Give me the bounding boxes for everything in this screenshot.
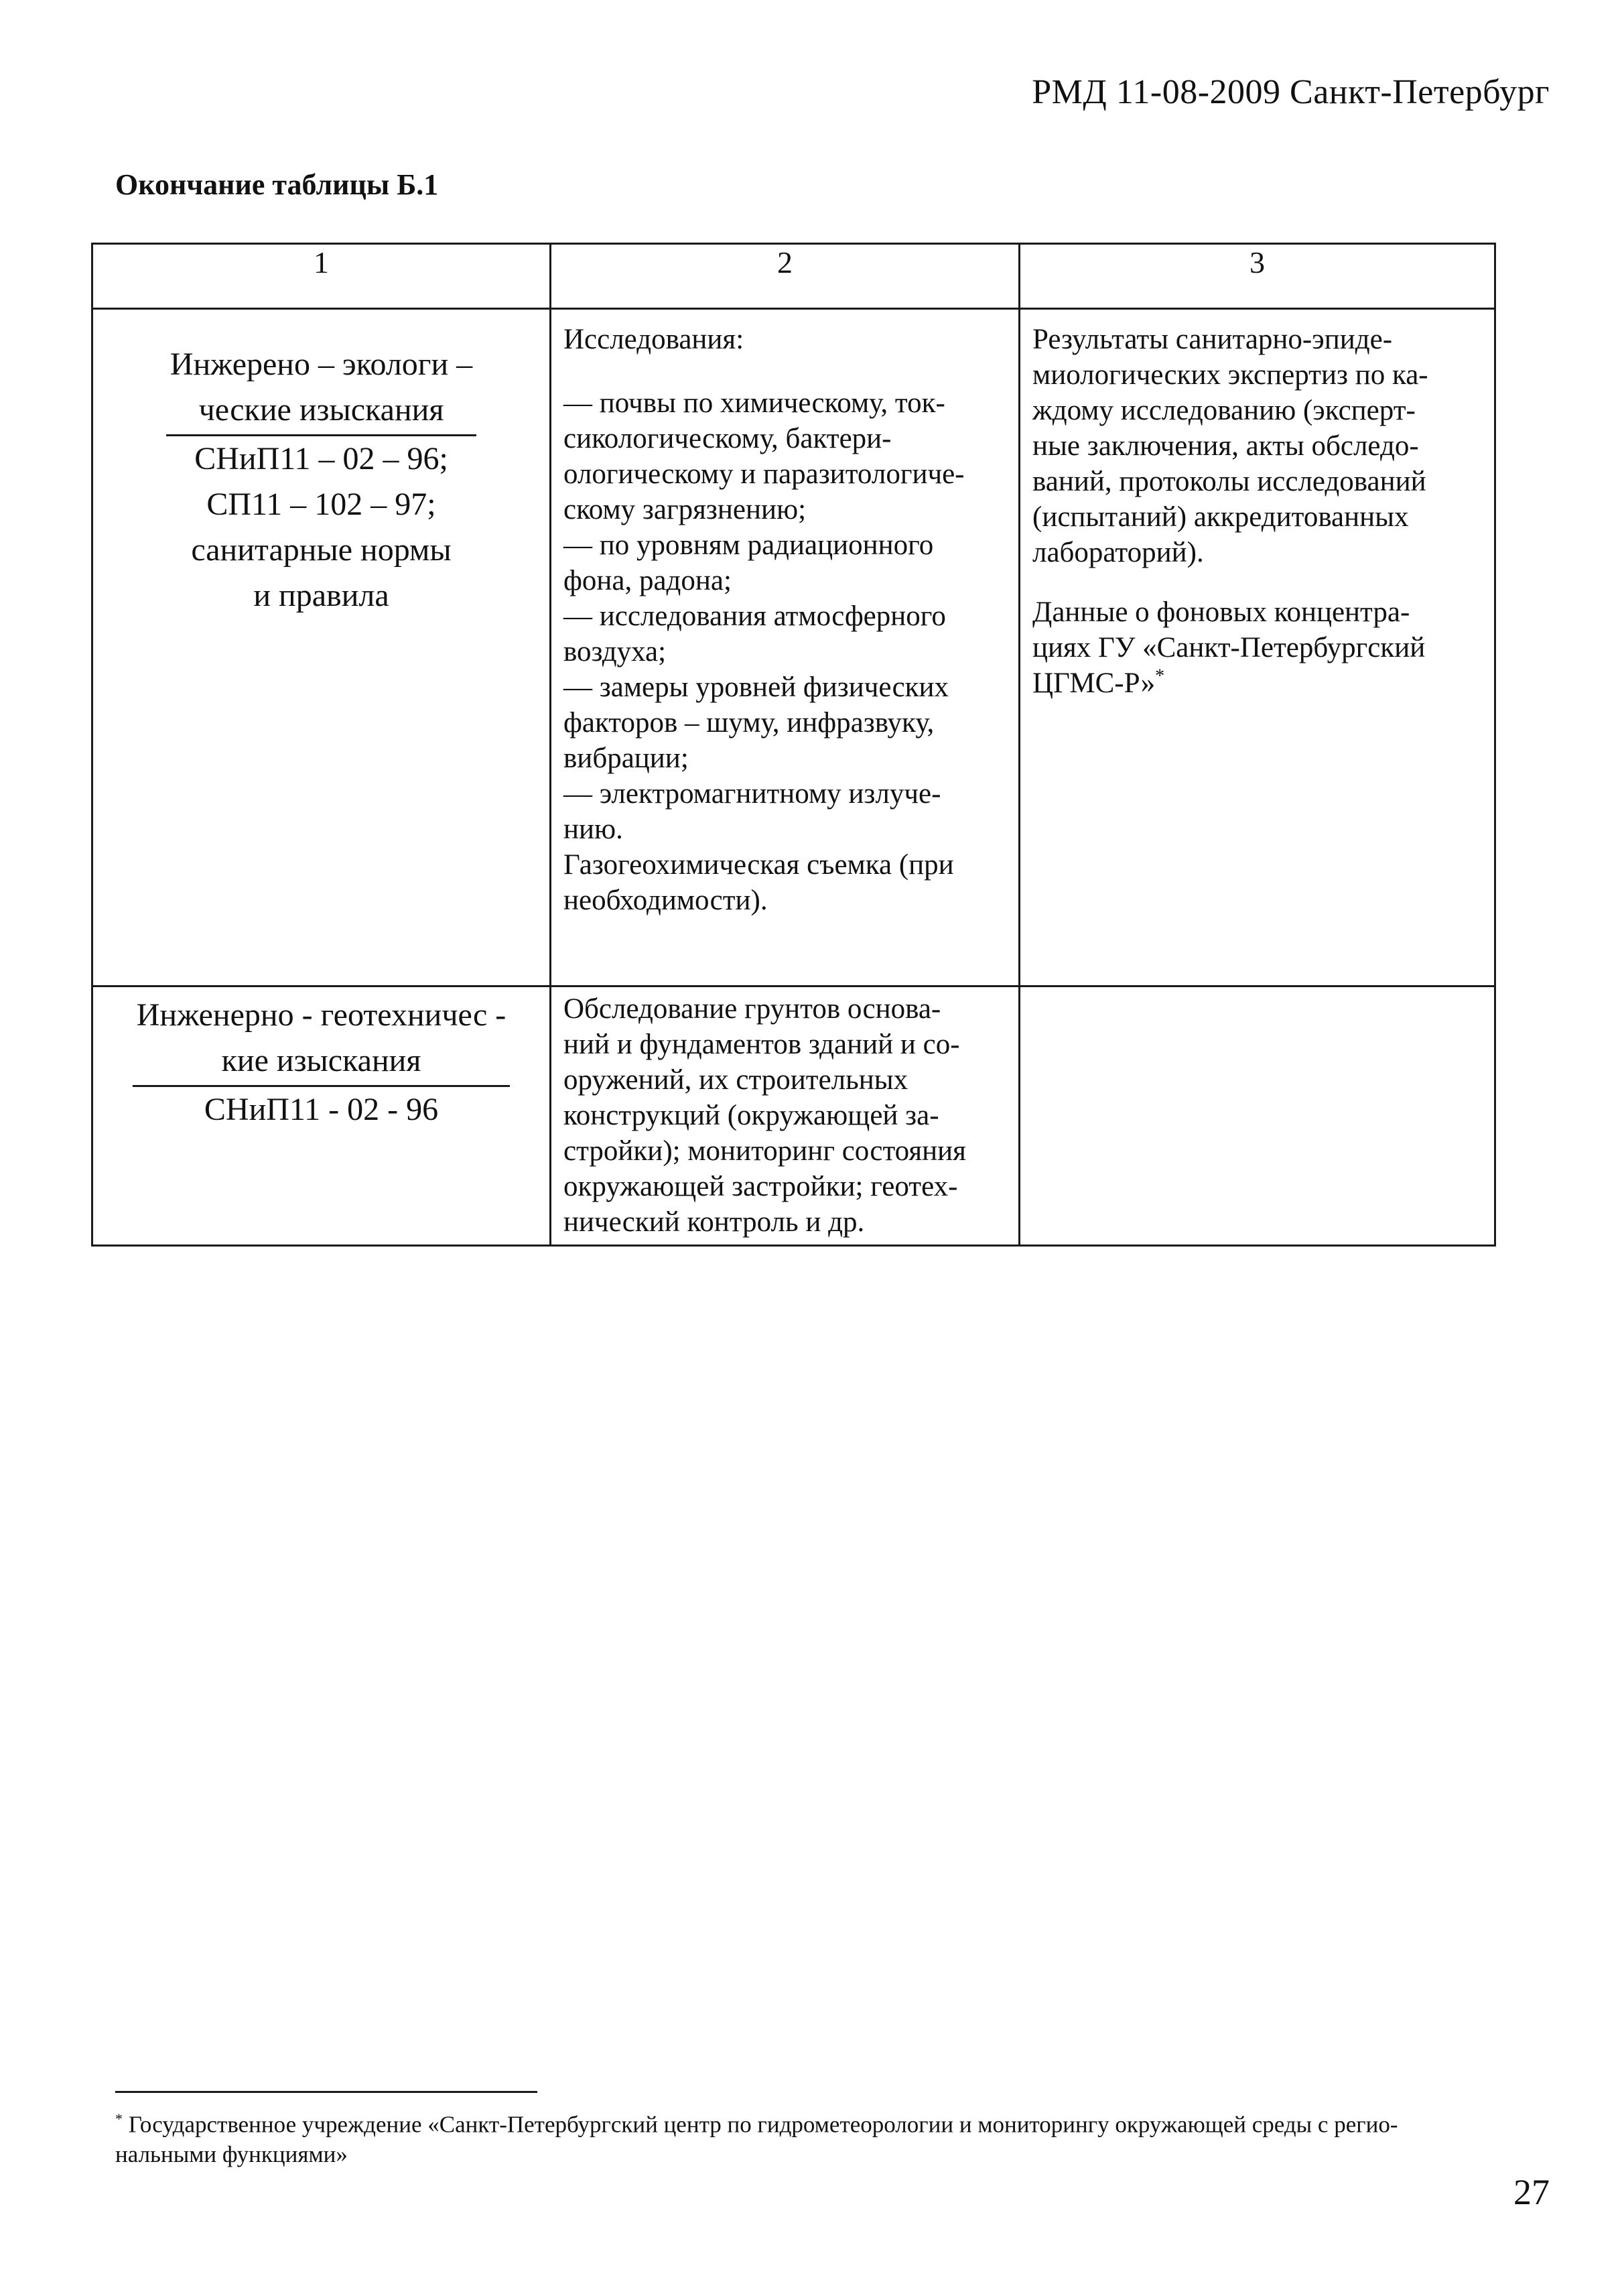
- footnote-text: Государственное учреждение «Санкт-Петербургский центр по гидрометеорологии и мониторингу окружающей среды с регио-нальными функциями»: [115, 2111, 1398, 2167]
- work-scope-line: Газогеохимическая съемка (при: [563, 849, 954, 881]
- background-data-line: Данные о фоновых концентра-: [1032, 596, 1410, 628]
- results-line: (испытаний) аккредитованных: [1032, 501, 1409, 533]
- requirements-table: [91, 243, 1496, 1247]
- work-scope-cell: [551, 986, 1020, 1246]
- normative-ref: санитарные нормы: [191, 532, 452, 568]
- work-scope-line: Обследование грунтов основа-: [563, 993, 941, 1025]
- work-scope-line: скому загрязнению;: [563, 494, 807, 525]
- normative-ref: СП11 – 102 – 97;: [206, 487, 436, 522]
- work-scope-line: — исследования атмосферного: [563, 600, 946, 632]
- survey-type-title: Инженерно - геотехничес - кие изыскания: [133, 993, 511, 1087]
- work-scope-line: — почвы по химическому, ток-: [563, 387, 945, 419]
- results-cell-empty: [1020, 986, 1495, 1246]
- work-scope-line: конструкций (окружающей за-: [563, 1100, 939, 1131]
- results-line: ные заключения, акты обследо-: [1032, 430, 1419, 462]
- work-scope-line: сикологическому, бактери-: [563, 423, 892, 454]
- results-cell: [1020, 309, 1495, 986]
- table-row: [92, 309, 1495, 986]
- work-scope-line: факторов – шуму, инфразвуку,: [563, 707, 935, 739]
- column-number-3: 3: [1020, 244, 1495, 309]
- column-number-2: 2: [551, 244, 1020, 309]
- normative-ref: и правила: [253, 578, 389, 613]
- normative-ref: СНиП11 – 02 – 96;: [194, 441, 448, 476]
- table-header-row: [92, 244, 1495, 309]
- footnote-marker: *: [1155, 665, 1165, 687]
- results-line: Результаты санитарно-эпиде-: [1032, 324, 1393, 355]
- page-number: 27: [1513, 2172, 1550, 2212]
- table-caption: Окончание таблицы Б.1: [115, 168, 439, 201]
- results-line: миологических экспертиз по ка-: [1032, 359, 1428, 391]
- work-scope-line: ний и фундаментов зданий и со-: [563, 1029, 960, 1060]
- footnote: [115, 2104, 1495, 2169]
- results-line: ваний, протоколы исследований: [1032, 466, 1426, 497]
- normative-ref: СНиП11 - 02 - 96: [204, 1092, 439, 1127]
- work-scope-line: — электромагнитному излуче-: [563, 778, 941, 810]
- work-scope-line: ологическому и паразитологиче-: [563, 458, 965, 490]
- results-line: ждому исследованию (эксперт-: [1032, 395, 1416, 426]
- background-data-line: циях ГУ «Санкт-Петербургский: [1032, 632, 1426, 663]
- work-scope-line: воздуха;: [563, 636, 667, 667]
- footnote-divider: [115, 2091, 537, 2093]
- work-scope-line: стройки); мониторинг состояния: [563, 1135, 966, 1167]
- work-scope-line: вибрации;: [563, 743, 689, 774]
- work-scope-line: необходимости).: [563, 885, 768, 916]
- document-code-header: РМД 11-08-2009 Санкт-Петербург: [1032, 73, 1550, 111]
- results-line: лабораторий).: [1032, 537, 1204, 568]
- work-scope-line: окружающей застройки; геотех-: [563, 1171, 958, 1202]
- work-scope-line: фона, радона;: [563, 565, 732, 596]
- work-scope-line: нический контроль и др.: [563, 1206, 865, 1238]
- work-scope-line: — по уровням радиационного: [563, 529, 934, 561]
- table-row: [92, 986, 1495, 1246]
- survey-type-cell: [92, 986, 551, 1246]
- background-data-line: ЦГМС-Р»*: [1032, 665, 1165, 699]
- footnote-mark: *: [115, 2110, 123, 2127]
- work-scope-line: нию.: [563, 814, 623, 845]
- work-scope-line: оружений, их строительных: [563, 1064, 908, 1096]
- column-number-1: 1: [92, 244, 551, 309]
- survey-type-title: Инжерено – экологи – ческие изыскания: [166, 342, 476, 436]
- work-scope-heading: Исследования:: [563, 324, 744, 355]
- survey-type-cell: [92, 309, 551, 986]
- work-scope-line: — замеры уровней физических: [563, 672, 949, 703]
- work-scope-cell: [551, 309, 1020, 986]
